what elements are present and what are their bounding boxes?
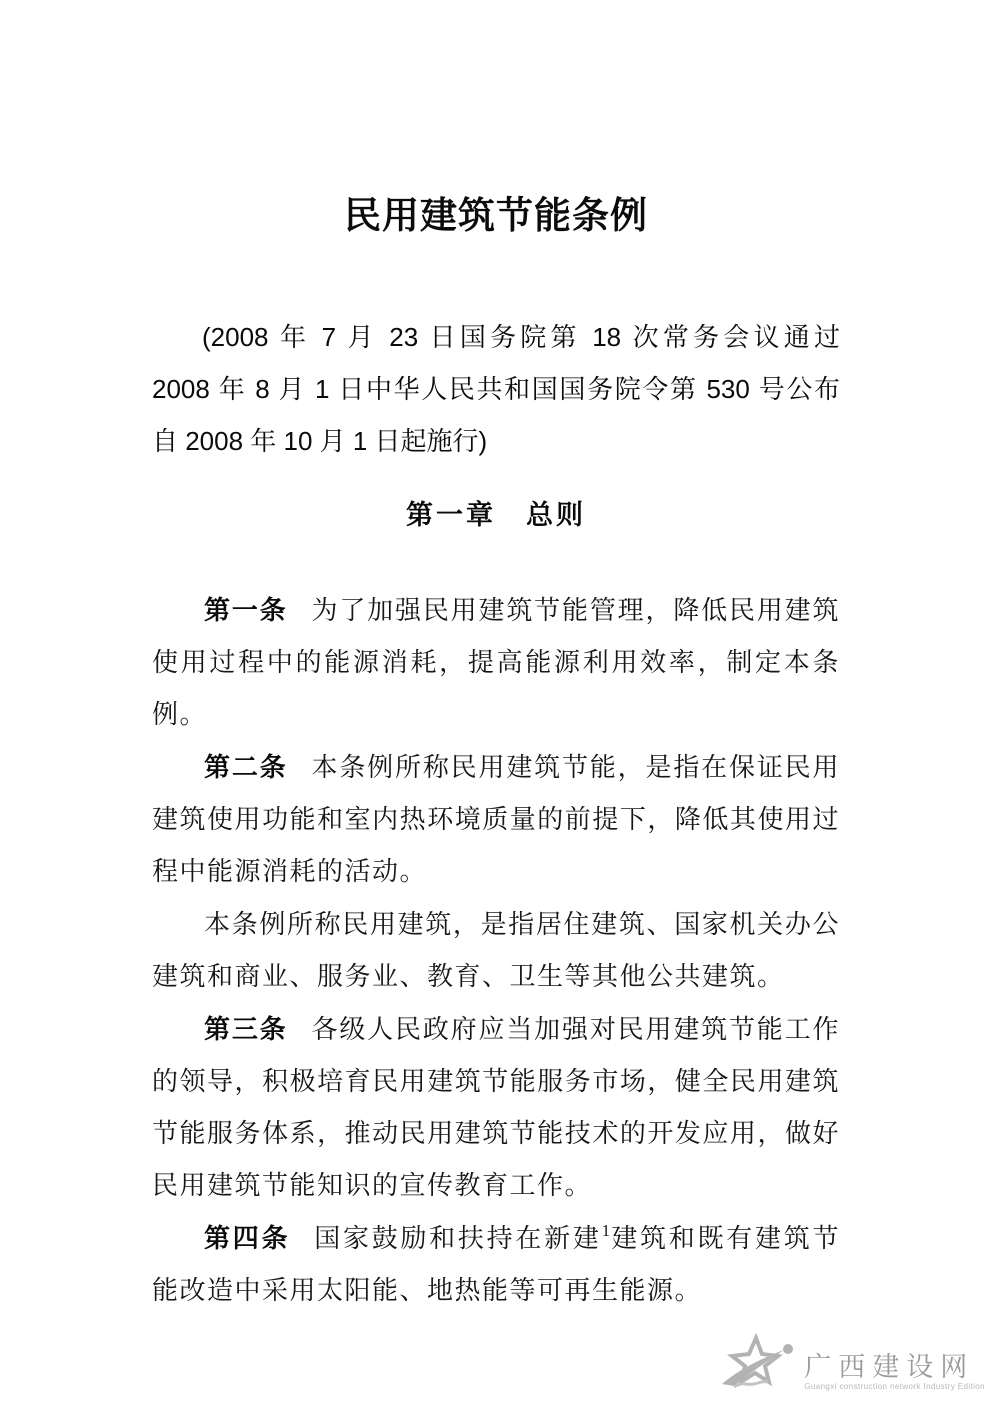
article-1-label: 第一条 — [204, 595, 288, 625]
article-3-text: 各级人民政府应当加强对民用建筑节能工作的领导，积极培育民用建筑节能服务市场，健全民用建筑节能服务体系，推动民用建筑节能技术的开发应用，做好民用建筑节能知识的宣传教育工作。 — [152, 1015, 840, 1200]
chapter-heading: 第一章 总则 — [406, 500, 586, 530]
article-4-text-before-marker: 国家鼓励和扶持在新建 — [314, 1224, 602, 1253]
article-4-text-after-marker: 建筑和既有建筑节能改造中采用太阳能、地热能等可再生能源。 — [152, 1224, 840, 1305]
preamble-line-1: (2008 年 7 月 23 日国务院第 18 次常务会议通过 — [202, 322, 840, 352]
article-1-paragraph — [152, 584, 840, 741]
article-2b-text: 本条例所称民用建筑，是指居住建筑、国家机关办公建筑和商业、服务业、教育、卫生等其他公共建筑。 — [152, 910, 840, 991]
article-2-paragraph — [152, 741, 840, 898]
preamble-line-2: 2008 年 8 月 1 日中华人民共和国国务院令第 530 号公布 — [152, 374, 840, 404]
article-2-paragraph-2 — [152, 898, 840, 1003]
article-3-label: 第三条 — [204, 1014, 288, 1044]
star-logo-icon — [718, 1332, 800, 1394]
watermark-site-name: 广西建设网 — [804, 1352, 975, 1382]
watermark-site-subtitle: Guangxi construction network Industry Edition — [804, 1382, 985, 1391]
article-2-label: 第二条 — [204, 752, 288, 782]
watermark-logo — [718, 1332, 985, 1394]
article-3-paragraph — [152, 1003, 840, 1212]
article-2-text: 本条例所称民用建筑节能，是指在保证民用建筑使用功能和室内热环境质量的前提下，降低其使用过程中能源消耗的活动。 — [152, 753, 840, 886]
preamble — [152, 311, 840, 467]
document-title: 民用建筑节能条例 — [344, 195, 648, 236]
footnote-marker: 1 — [601, 1221, 611, 1240]
article-body — [152, 584, 840, 1317]
article-4-paragraph — [152, 1212, 840, 1317]
document-content — [152, 0, 840, 1317]
preamble-line-3: 自 2008 年 10 月 1 日起施行) — [152, 426, 488, 456]
article-1-text: 为了加强民用建筑节能管理，降低民用建筑使用过程中的能源消耗，提高能源利用效率，制定本条例。 — [152, 596, 840, 729]
article-4-label: 第四条 — [204, 1223, 291, 1253]
watermark-text-block — [804, 1352, 985, 1394]
